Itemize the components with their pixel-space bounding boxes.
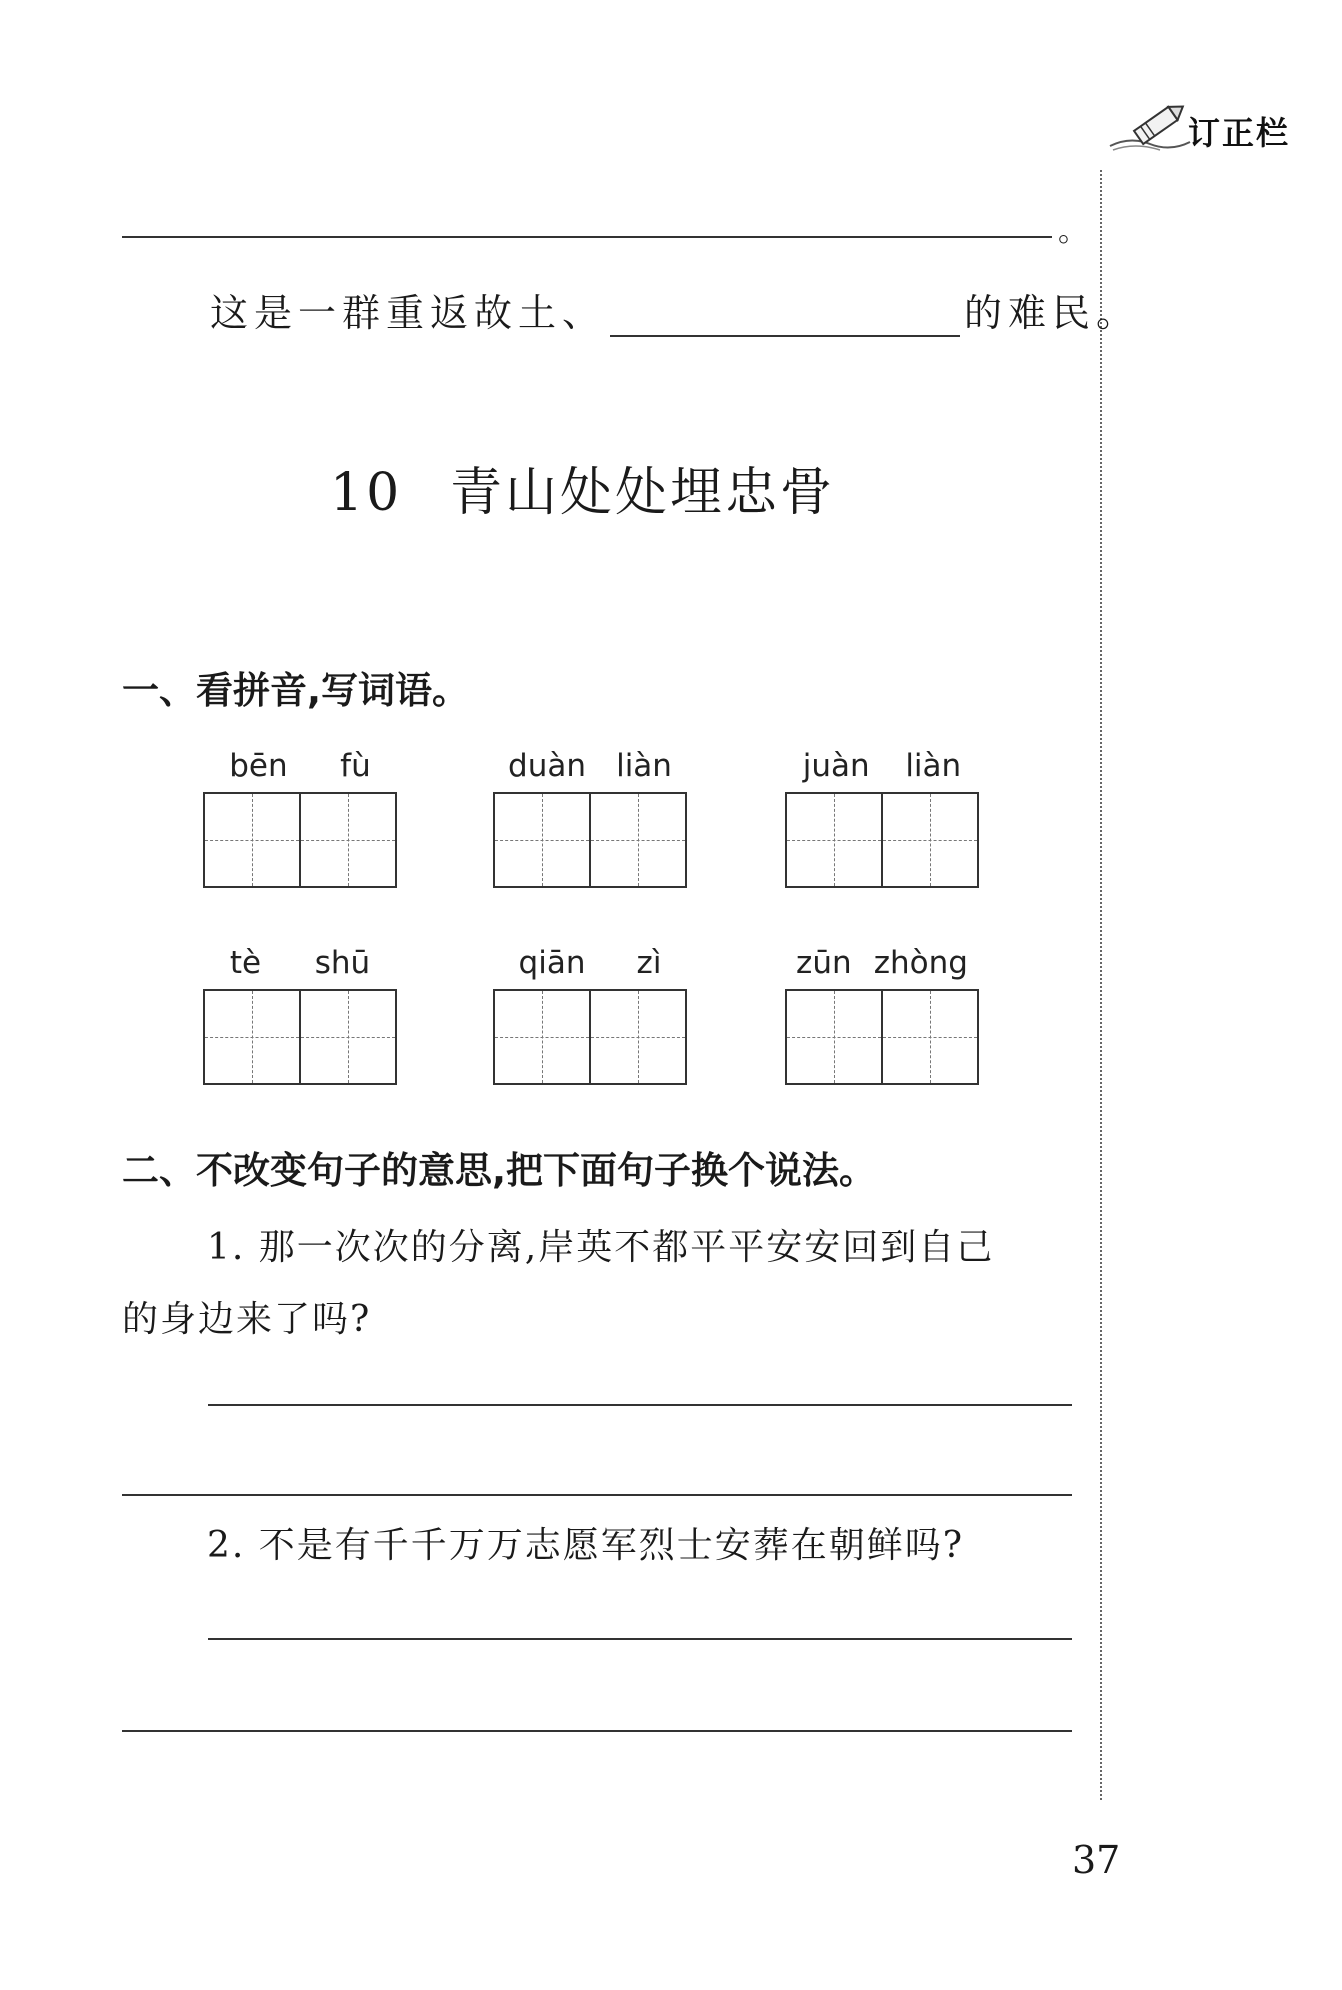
writing-grid[interactable] [785, 792, 979, 888]
page-number: 37 [1072, 1838, 1121, 1882]
fill-in-blank[interactable] [610, 295, 960, 337]
answer-line[interactable] [122, 1730, 1072, 1732]
sentence-period: 。 [1058, 214, 1088, 249]
question-1-line-1: 1. 那一次次的分离,岸英不都平平安安回到自己 [207, 1227, 995, 1268]
pencil-icon [1105, 98, 1195, 158]
writing-grid[interactable] [493, 792, 687, 888]
pinyin-item [785, 945, 979, 1085]
pinyin-label: tè shū [229, 945, 371, 981]
writing-grid[interactable] [785, 989, 979, 1085]
question-1-line-2: 的身边来了吗? [122, 1299, 372, 1340]
writing-grid[interactable] [493, 989, 687, 1085]
pinyin-item [203, 945, 397, 1085]
lesson-title [330, 450, 835, 525]
answer-line[interactable] [208, 1404, 1072, 1406]
pinyin-label: zūn zhòng [796, 945, 968, 981]
pinyin-item [493, 945, 687, 1085]
lesson-name: 青山处处埋忠骨 [450, 463, 836, 523]
correction-column-divider [1100, 170, 1102, 1800]
fill-in-sentence [210, 282, 1140, 337]
section-heading-2: 二、不改变句子的意思,把下面句子换个说法。 [122, 1149, 877, 1192]
answer-line[interactable] [208, 1638, 1072, 1640]
lesson-number: 10 [330, 463, 403, 523]
pinyin-label: bēn fù [229, 748, 371, 784]
answer-line[interactable] [122, 1494, 1072, 1496]
correction-column-header [1105, 98, 1335, 158]
pinyin-label: qiān zì [518, 945, 662, 981]
pinyin-label: duàn liàn [508, 748, 672, 784]
answer-line[interactable] [122, 236, 1052, 238]
sentence-prefix: 这是一群重返故土、 [210, 291, 607, 335]
writing-grid[interactable] [203, 989, 397, 1085]
correction-column-title: 订正栏 [1188, 114, 1291, 152]
pinyin-label: juàn liàn [802, 748, 962, 784]
question-2: 2. 不是有千千万万志愿军烈士安葬在朝鲜吗? [207, 1525, 965, 1566]
sentence-suffix: 的难民。 [964, 291, 1141, 335]
pinyin-item [493, 748, 687, 888]
writing-grid[interactable] [203, 792, 397, 888]
pinyin-item [203, 748, 397, 888]
pinyin-item [785, 748, 979, 888]
section-heading-1: 一、看拼音,写词语。 [122, 669, 470, 712]
